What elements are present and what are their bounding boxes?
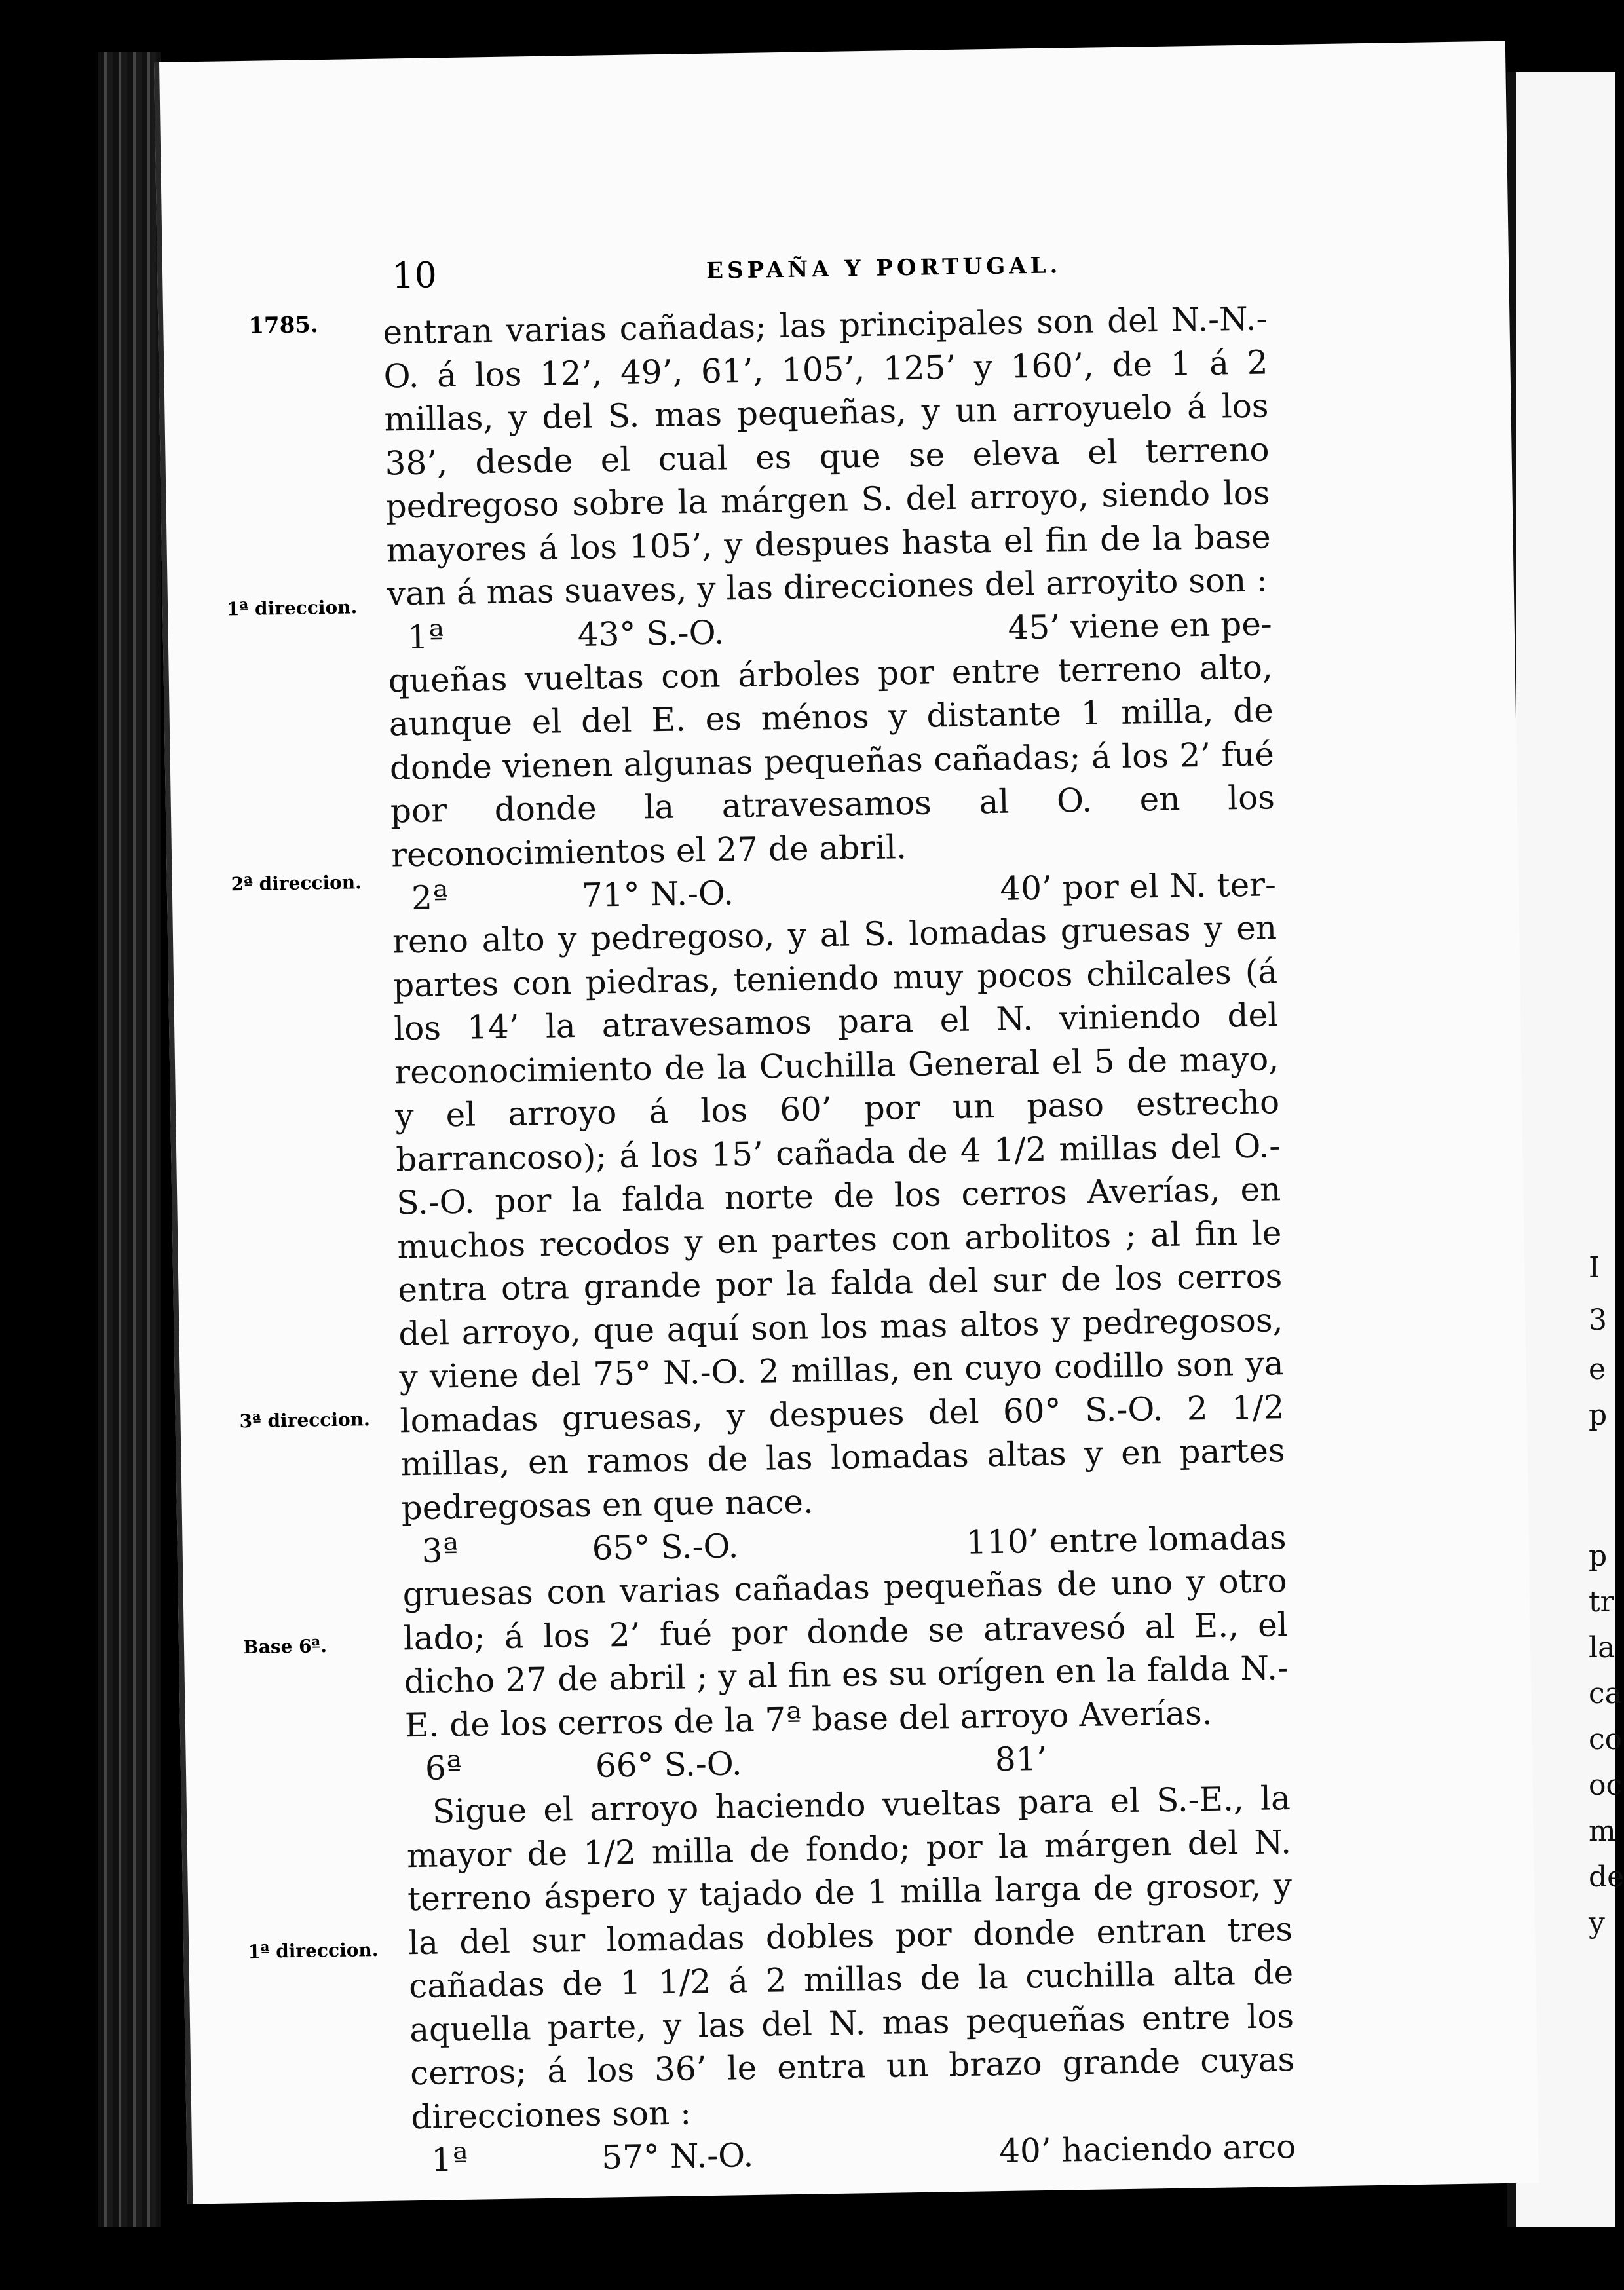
running-title: ESPAÑA Y PORTUGAL. [706, 252, 1062, 284]
margin-year: 1785. [248, 312, 319, 339]
side-note-3: 3ª direccion. [239, 1408, 371, 1433]
paragraph-3: reno alto y pedregoso, y al S. lomadas gruesas y en partes con piedras, teniendo muy pocos chilcales (á los 14’ la atravesamos para el N. viniendo del reconocimiento de la Cuchilla General el 5 de mayo, y el arroyo á los 60’ por un paso estrecho barrancoso); á los 15’ cañada de 4 1/2 millas del O.-S.-O. por la falda norte de los cerros Averías, en muchos recodos y en partes con arbolitos ; al fin le entra otra grande por la falda del sur de los cerros del arroyo, que aquí son los mas altos y pedregosos, y viene del 75° N.-O. 2 millas, en cuyo codillo son ya lomadas gruesas, y despues del 60° S.-O. 2 1/2 millas, en ramos de las lomadas altas y en partes pedregosas en que nace. [392, 909, 1285, 1527]
direction-distance: 40’ por el N. ter- [999, 865, 1277, 908]
facing-letter: p [1589, 1398, 1608, 1432]
paragraph-2: queñas vueltas con árboles por entre terreno alto, aunque el del E. es ménos y distante 1 milla, de donde vienen algunas pequeñas cañadas; á los 2’ fué por donde la atravesamos al O. en los reconocimientos el 27 de abril. [388, 647, 1275, 874]
facing-letter: tr [1589, 1585, 1614, 1619]
direction-bearing: 57° N.-O. [601, 2136, 754, 2177]
facing-letter: la [1589, 1631, 1615, 1664]
direction-bearing: 65° S.-O. [592, 1527, 739, 1567]
side-note-2: 2ª direccion. [231, 871, 362, 895]
side-note-5: 1ª direccion. [248, 1938, 379, 1963]
direction-bearing: 66° S.-O. [595, 1744, 743, 1785]
facing-letter: p [1589, 1539, 1608, 1573]
book-spine [98, 52, 161, 2227]
facing-letter: ca [1589, 1677, 1622, 1710]
direction-number: 1ª [407, 617, 444, 656]
direction-bearing: 71° N.-O. [581, 874, 734, 914]
book-page [154, 41, 1539, 2204]
facing-letter: 3 [1589, 1304, 1607, 1337]
paragraph-4: gruesas con varias cañadas pequeñas de uno y otro lado; á los 2’ fué por donde se atravesó al E., el dicho 27 de abril ; y al fin es su orígen en la falda N.-E. de los cerros de la 7ª base del arroyo Averías. [402, 1562, 1289, 1744]
facing-letter: I [1589, 1251, 1600, 1285]
direction-bearing: 43° S.-O. [577, 612, 725, 654]
direction-number: 1ª [430, 2140, 468, 2179]
facing-letter: y [1589, 1906, 1605, 1940]
paragraph-1: entran varias cañadas; las principales son del N.-N.-O. á los 12’, 49’, 61’, 105’, 125’ y 160’, de 1 á 2 millas, y del S. mas pequeñas, y un arroyuelo á los 38’, desde el cual es que se eleva el terreno pedregoso sobre la márgen S. del arroyo, siendo los mayores á los 105’, y despues hasta el fin de la base van á mas suaves, y las direcciones del arroyito son : [383, 299, 1272, 613]
facing-letter: m [1589, 1814, 1616, 1848]
paragraph-5: Sigue el arroyo haciendo vueltas para el S.-E., la mayor de 1/2 milla de fondo; por la márgen del N. terreno áspero y tajado de 1 milla larga de grosor, y la del sur lomadas dobles por donde entran tres cañadas de 1 1/2 á 2 millas de la cuchilla alta de aquella parte, y las del N. mas pequeñas entre los cerros; á los 36’ le entra un brazo grande cuyas direcciones son : [406, 1779, 1295, 2136]
facing-letter: e [1589, 1353, 1606, 1386]
direction-distance: 81’ [994, 1739, 1048, 1779]
direction-number: 3ª [421, 1531, 459, 1570]
direction-distance: 45’ viene en pe- [1008, 604, 1273, 647]
direction-distance: 40’ haciendo arco [998, 2128, 1296, 2171]
page-header [392, 242, 1179, 307]
page-number: 10 [391, 254, 438, 297]
facing-letter: de [1589, 1860, 1624, 1894]
direction-number: 2ª [411, 878, 449, 917]
facing-letter: co [1589, 1723, 1623, 1756]
direction-distance: 110’ entre lomadas [965, 1518, 1287, 1562]
side-note-1: 1ª direccion. [226, 596, 358, 620]
body-text [383, 297, 1296, 2182]
side-note-4: Base 6ª. [242, 1635, 328, 1659]
facing-letter: oc [1589, 1769, 1623, 1802]
direction-number: 6ª [425, 1748, 462, 1788]
